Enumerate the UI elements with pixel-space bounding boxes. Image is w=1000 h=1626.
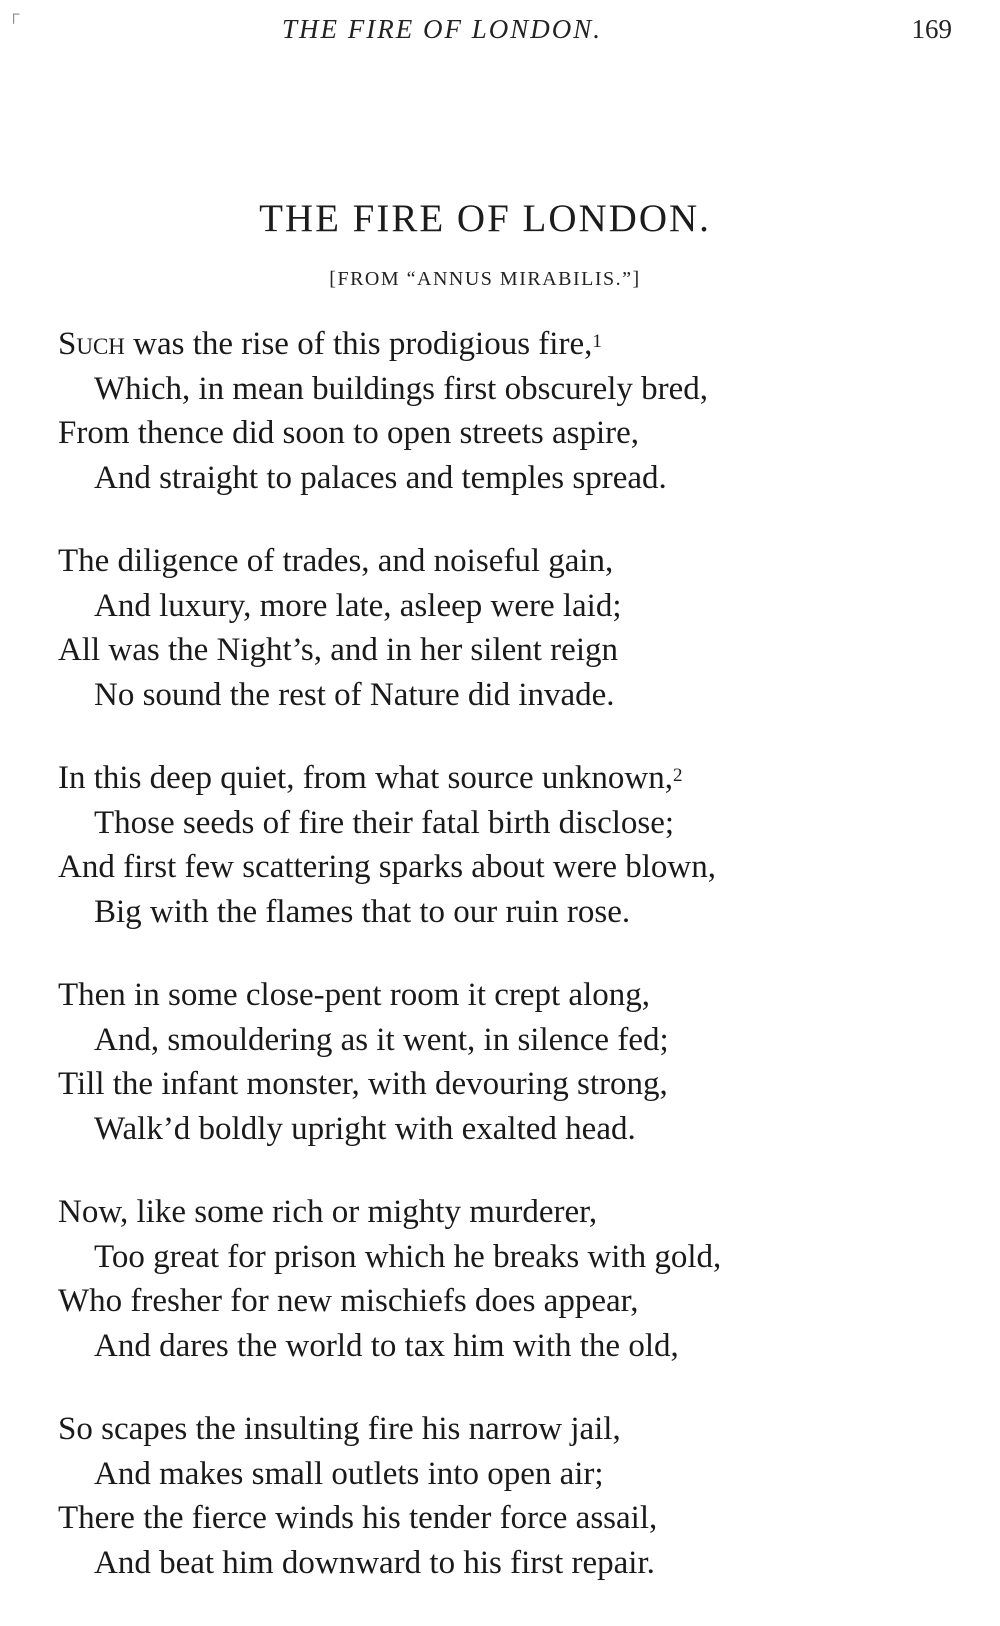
verse-line: So scapes the insulting fire his narrow jail, [58,1411,621,1447]
page-number: 169 [911,14,952,44]
verse-line: And beat him downward to his first repair. [94,1544,655,1581]
verse-line: Big with the flames that to our ruin rose. [94,893,631,930]
running-head [0,8,1000,48]
verse-line: Too great for prison which he breaks with gold, [94,1238,722,1275]
verse-line: Walk’d boldly upright with exalted head. [94,1110,636,1147]
verse-line: And makes small outlets into open air; [94,1455,604,1492]
stanza-2 [58,539,958,717]
verse-line: And straight to palaces and temples spread. [94,459,667,496]
verse-line: There the fierce winds his tender force assail, [58,1500,658,1536]
verse-line: Which, in mean buildings first obscurely bred, [94,370,709,407]
verse-line [58,322,958,367]
verse-line: All was the Night’s, and in her silent reign [58,632,618,668]
poem-title: THE FIRE OF LONDON. [259,197,711,240]
verse-line [58,756,958,801]
footnote-marker: 1 [592,331,602,352]
running-title: THE FIRE OF LONDON. [282,14,602,44]
verse-line: Till the infant monster, with devouring strong, [58,1066,668,1102]
verse-text: In this deep quiet, from what source unknown, [58,760,673,796]
footnote-marker: 2 [672,765,683,786]
small-caps-opening: Such [58,326,125,362]
poem-source: [FROM “ANNUS MIRABILIS.”] [329,268,641,290]
stanza-6 [58,1407,958,1585]
verse-line: The diligence of trades, and noiseful gain, [58,543,614,579]
stanza-4 [58,973,958,1151]
verse-line: From thence did soon to open streets aspire, [58,415,640,451]
stanza-1 [58,322,958,500]
verse-line: Now, like some rich or mighty murderer, [58,1194,598,1230]
stanza-3 [58,756,958,934]
verse-line: And dares the world to tax him with the old, [94,1327,679,1364]
poem-body [58,322,958,1624]
verse-line: No sound the rest of Nature did invade. [94,676,615,713]
stanza-5 [58,1190,958,1368]
corner-mark: ┌ [8,6,20,23]
verse-line: Those seeds of fire their fatal birth disclose; [94,804,675,841]
verse-line: Then in some close-pent room it crept along, [58,977,651,1013]
verse-line: And first few scattering sparks about were blown, [58,849,716,885]
verse-text: was the rise of this prodigious fire, [124,326,593,362]
verse-line: And luxury, more late, asleep were laid; [94,587,622,624]
verse-line: Who fresher for new mischiefs does appear, [58,1283,639,1319]
verse-line: And, smouldering as it went, in silence fed; [94,1021,669,1058]
